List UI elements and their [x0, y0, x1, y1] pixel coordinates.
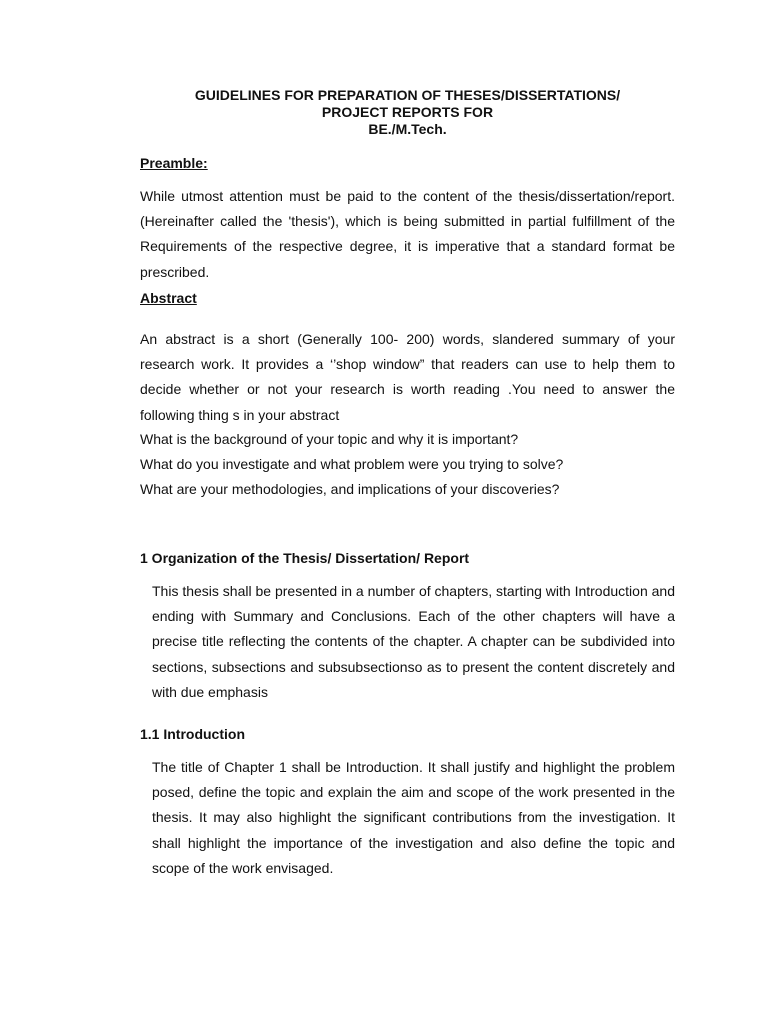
abstract-question-1: What is the background of your topic and why it is important? [140, 431, 519, 447]
document-title [140, 87, 675, 138]
title-line-1: GUIDELINES FOR PREPARATION OF THESES/DISSERTATIONS/ [194, 87, 621, 103]
preamble-heading: Preamble: [140, 155, 208, 171]
abstract-question-2: What do you investigate and what problem were you trying to solve? [140, 456, 564, 472]
section-1-1-heading: 1.1 Introduction [140, 726, 245, 742]
section-1-paragraph: This thesis shall be presented in a number of chapters, starting with Introduction and ending with Summary and Conclusions. Each of the other chapters will have a precise title reflecting the contents of the chapter. A chapter can be subdivided into sections, subsections and subsubsectionso as to present the content discretely and with due emphasis [152, 583, 675, 700]
preamble-paragraph: While utmost attention must be paid to the content of the thesis/dissertation/report. (Hereinafter called the 'thesis'), which is being submitted in partial fulfillment of the Requirements of the respective degree, it is imperative that a standard format be prescribed. [140, 188, 675, 280]
section-1-heading: 1 Organization of the Thesis/ Dissertation/ Report [140, 550, 470, 566]
title-line-3: BE./M.Tech. [368, 121, 447, 137]
title-line-2: PROJECT REPORTS FOR [321, 104, 494, 120]
abstract-paragraph: An abstract is a short (Generally 100- 200) words, slandered summary of your research work. It provides a ‘’shop window” that readers can use to help them to decide whether or not your research is worth reading .You need to answer the following thing s in your abstract [140, 331, 675, 423]
abstract-question-3: What are your methodologies, and implications of your discoveries? [140, 481, 560, 497]
section-1-1-paragraph: The title of Chapter 1 shall be Introduction. It shall justify and highlight the problem posed, define the topic and explain the aim and scope of the work presented in the thesis. It may also highlight the significant contributions from the investigation. It shall highlight the importance of the investigation and also define the topic and scope of the work envisaged. [152, 759, 675, 876]
abstract-heading: Abstract [140, 290, 197, 306]
